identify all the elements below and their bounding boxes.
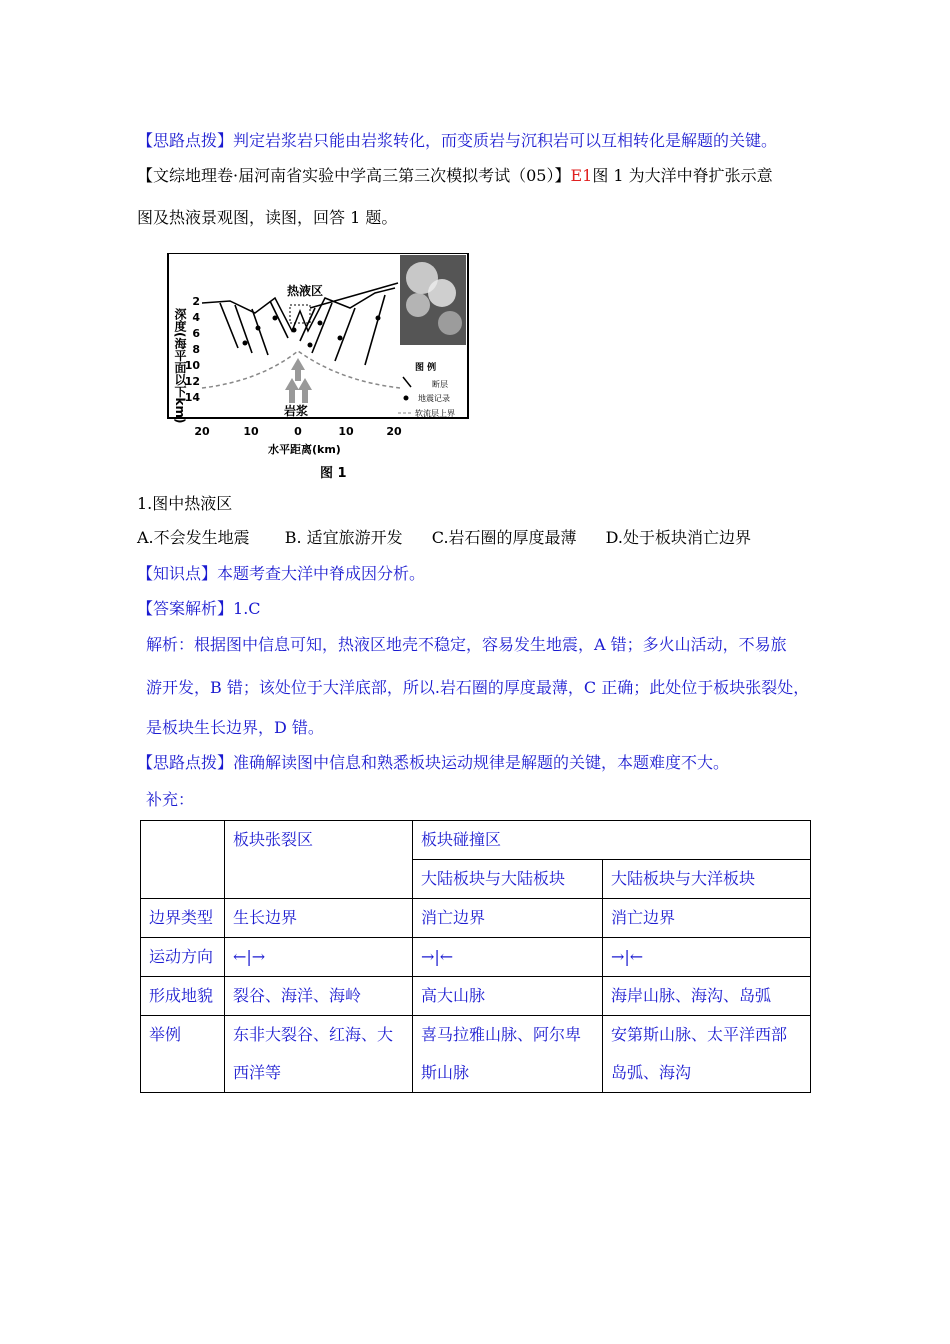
tip-text: 准确解读图中信息和熟悉板块运动规律是解题的关键，本题难度不大。	[233, 753, 730, 772]
source-line-2: 图及热液景观图，读图，回答 1 题。	[137, 208, 398, 227]
tip-line	[137, 750, 729, 773]
svg-text:8: 8	[192, 343, 200, 356]
legend-title: 图 例	[415, 363, 437, 373]
legend-boundary: 软流层上界	[415, 409, 455, 418]
source-text: 【文综地理卷·届河南省实验中学高三第三次模拟考试（05）】	[137, 166, 571, 185]
x-axis-title: 水平距离(km)	[268, 443, 341, 456]
figure-caption: 图 1	[320, 466, 347, 481]
source-code: E1	[570, 166, 593, 185]
svg-text:20: 20	[386, 425, 402, 438]
table-row: 举例 东非大裂谷、红海、大 西洋等 喜马拉雅山脉、阿尔卑 斯山脉 安第斯山脉、太平洋西部 岛弧、海沟	[141, 1016, 811, 1093]
header-divergent: 板块张裂区	[225, 821, 413, 899]
table-row: 形成地貌 裂谷、海洋、海岭 高大山脉 海岸山脉、海沟、岛弧	[141, 977, 811, 1016]
answer-text: 1.C	[233, 599, 261, 618]
svg-text:14: 14	[184, 391, 200, 404]
knowledge-line	[137, 561, 425, 584]
header-convergent: 板块碰撞区	[413, 821, 811, 860]
x-ticks	[194, 425, 402, 438]
ridge-figure	[160, 253, 475, 458]
legend-quake: 地震记录	[418, 394, 450, 403]
knowledge-tag: 【知识点】	[137, 564, 218, 583]
intro-tag: 【思路点拨】	[137, 131, 234, 150]
svg-text:10: 10	[338, 425, 354, 438]
svg-text:2: 2	[192, 295, 200, 308]
table-row: 运动方向 ←|→ →|← →|←	[141, 938, 811, 977]
answer-line	[137, 596, 261, 619]
tip-tag: 【思路点拨】	[137, 753, 234, 772]
magma-label: 岩浆	[284, 404, 309, 418]
option-b: B. 适宜旅游开发	[284, 528, 403, 547]
y-axis-title: 深度(海平面以下km)	[173, 308, 187, 424]
y-ticks	[185, 295, 201, 404]
table-row: 边界类型 生长边界 消亡边界 消亡边界	[141, 899, 811, 938]
svg-text:0: 0	[294, 425, 302, 438]
source-after: 图 1 为大洋中脊扩张示意	[592, 166, 773, 185]
legend-fault: 断层	[432, 380, 448, 389]
answer-tag: 【答案解析】	[137, 599, 234, 618]
analysis-line-3: 是板块生长边界，D 错。	[146, 718, 324, 737]
analysis-line-1: 解析：根据图中信息可知，热液区地壳不稳定，容易发生地震，A 错；多火山活动，不易旅	[146, 635, 787, 654]
option-d: D.处于板块消亡边界	[605, 528, 751, 547]
question-stem: 1.图中热液区	[137, 494, 233, 513]
supplement-label: 补充：	[146, 790, 195, 809]
svg-text:20: 20	[194, 425, 210, 438]
option-c: C.岩石圈的厚度最薄	[431, 528, 577, 547]
header-cc: 大陆板块与大陆板块	[413, 860, 603, 899]
svg-text:10: 10	[184, 359, 200, 372]
svg-text:4: 4	[192, 311, 200, 324]
intro-text: 判定岩浆岩只能由岩浆转化，而变质岩与沉积岩可以互相转化是解题的关键。	[233, 131, 778, 150]
svg-text:12: 12	[184, 375, 200, 388]
header-co: 大陆板块与大洋板块	[603, 860, 811, 899]
intro-tip	[137, 128, 777, 151]
svg-text:6: 6	[192, 327, 200, 340]
analysis-line-2: 游开发，B 错；该处位于大洋底部，所以.岩石圈的厚度最薄，C 正确；此处位于板块张裂处，	[146, 678, 810, 697]
option-a: A.不会发生地震	[137, 528, 250, 547]
supplement-table	[140, 820, 811, 1093]
hot-zone-label: 热液区	[287, 284, 324, 298]
question-options	[137, 525, 751, 548]
source-line	[137, 163, 773, 186]
magma-arrows	[285, 358, 312, 403]
svg-text:10: 10	[243, 425, 259, 438]
knowledge-text: 本题考查大洋中脊成因分析。	[217, 564, 426, 583]
table-row	[141, 821, 811, 860]
